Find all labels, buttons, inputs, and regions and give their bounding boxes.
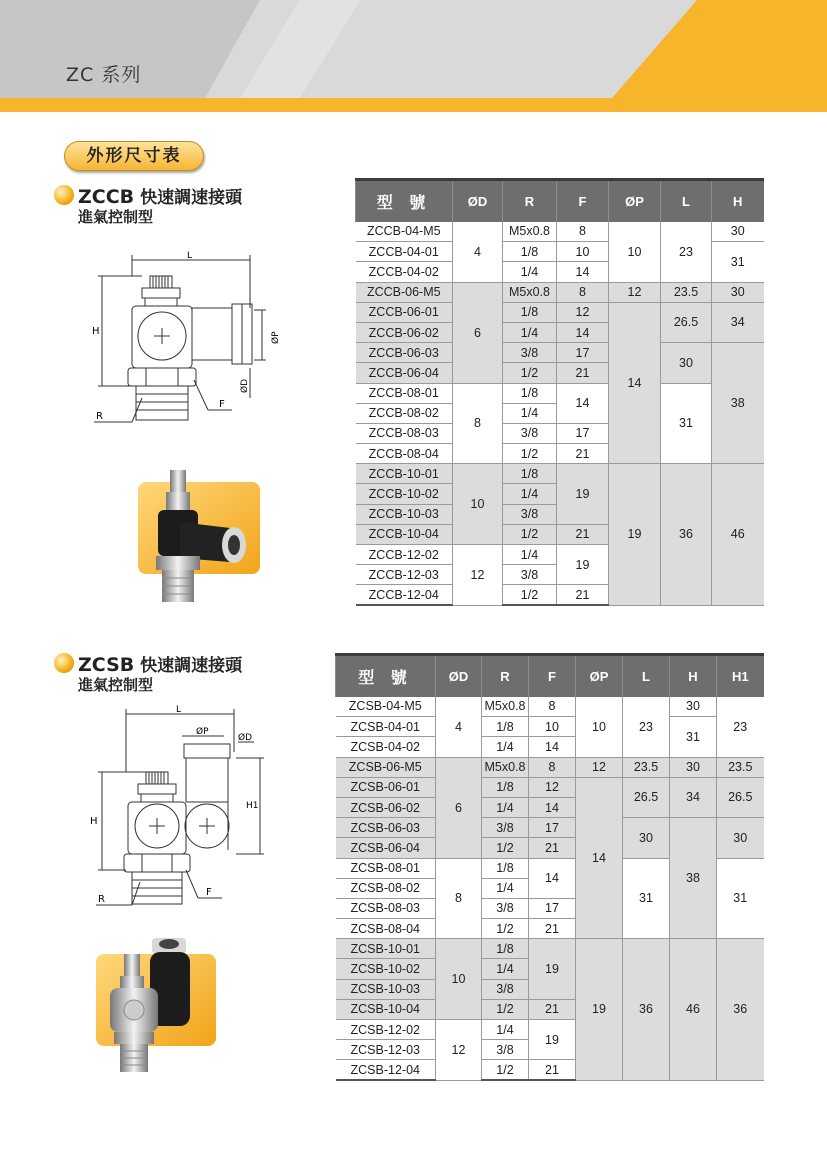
- cell-r: 3/8: [503, 343, 557, 363]
- cell-f: 21: [529, 838, 576, 858]
- zccb-product-photo: [136, 470, 264, 605]
- cell-f: 17: [557, 423, 609, 443]
- col-header-h1: H1: [717, 655, 764, 697]
- cell-h1: 31: [717, 858, 764, 939]
- cell-f: 21: [557, 444, 609, 464]
- cell-r: 1/2: [482, 1060, 529, 1080]
- cell-r: 1/4: [503, 484, 557, 504]
- cell-r: 3/8: [482, 979, 529, 999]
- cell-l: 23.5: [661, 282, 712, 302]
- table-header-row: [356, 180, 764, 222]
- cell-model: ZCSB-06-M5: [336, 757, 436, 777]
- cell-op: 12: [609, 282, 661, 302]
- zccb-dimension-drawing: [82, 248, 282, 433]
- cell-f: 8: [529, 697, 576, 717]
- cell-f: 21: [557, 524, 609, 544]
- cell-h1: 23: [717, 697, 764, 758]
- cell-model: ZCCB-10-02: [356, 484, 453, 504]
- cell-r: 1/4: [482, 1020, 529, 1040]
- cell-model: ZCCB-10-03: [356, 504, 453, 524]
- cell-model: ZCSB-06-03: [336, 818, 436, 838]
- col-header-l: L: [661, 180, 712, 222]
- cell-h: 30: [670, 757, 717, 777]
- col-header-r: R: [482, 655, 529, 697]
- cell-r: 1/4: [503, 403, 557, 423]
- cell-r: 1/8: [503, 302, 557, 322]
- cell-h: 46: [712, 464, 764, 605]
- table-row: [356, 282, 764, 302]
- cell-op: 10: [576, 697, 623, 758]
- dim-label-l: L: [187, 251, 193, 261]
- cell-op: 19: [576, 939, 623, 1080]
- cell-f: 21: [529, 999, 576, 1019]
- cell-f: 19: [557, 464, 609, 525]
- table-row: [356, 222, 764, 242]
- cell-l: 23.5: [623, 757, 670, 777]
- dim-label-f: F: [219, 399, 225, 410]
- dim-label-d: ØD: [238, 733, 253, 743]
- table-header-row: [336, 655, 764, 697]
- product-code: ZCSB: [78, 654, 135, 676]
- cell-h: 38: [712, 343, 764, 464]
- cell-r: 1/8: [482, 939, 529, 959]
- dim-label-h1: H1: [246, 801, 259, 811]
- cell-model: ZCSB-12-02: [336, 1020, 436, 1040]
- cell-h: 30: [712, 282, 764, 302]
- cell-model: ZCSB-08-03: [336, 898, 436, 918]
- cell-l: 31: [661, 383, 712, 464]
- cell-op: 19: [609, 464, 661, 605]
- bullet-icon: [54, 653, 74, 673]
- cell-model: ZCSB-04-01: [336, 717, 436, 737]
- table-row: [356, 383, 764, 403]
- cell-model: ZCSB-04-02: [336, 737, 436, 757]
- header-band: [0, 0, 827, 112]
- cell-od: 4: [453, 222, 503, 283]
- cell-f: 17: [557, 343, 609, 363]
- cell-op: 12: [576, 757, 623, 777]
- col-header-model: 型 號: [336, 655, 436, 697]
- cell-f: 8: [557, 222, 609, 242]
- cell-l: 30: [661, 343, 712, 383]
- col-header-l: L: [623, 655, 670, 697]
- cell-model: ZCSB-08-04: [336, 919, 436, 939]
- cell-model: ZCCB-06-M5: [356, 282, 453, 302]
- cell-h1: 30: [717, 818, 764, 858]
- cell-r: 1/4: [482, 959, 529, 979]
- col-header-f: F: [557, 180, 609, 222]
- cell-f: 19: [529, 939, 576, 1000]
- cell-l: 23: [661, 222, 712, 283]
- cell-f: 10: [557, 242, 609, 262]
- table-row: [356, 464, 764, 484]
- cell-od: 6: [453, 282, 503, 383]
- cell-model: ZCCB-12-04: [356, 585, 453, 605]
- col-header-op: ØP: [576, 655, 623, 697]
- cell-f: 10: [529, 717, 576, 737]
- cell-l: 36: [661, 464, 712, 605]
- cell-h: 38: [670, 818, 717, 939]
- cell-l: 36: [623, 939, 670, 1080]
- series-title: ZC 系列: [66, 64, 142, 86]
- cell-f: 12: [557, 302, 609, 322]
- cell-od: 10: [453, 464, 503, 545]
- dim-label-p: ØP: [196, 727, 209, 737]
- cell-model: ZCCB-06-01: [356, 302, 453, 322]
- product-name: 快速調速接頭: [140, 656, 243, 676]
- cell-h: 46: [670, 939, 717, 1080]
- cell-model: ZCCB-08-04: [356, 444, 453, 464]
- table-row: [336, 757, 764, 777]
- cell-model: ZCSB-04-M5: [336, 697, 436, 717]
- cell-model: ZCCB-08-01: [356, 383, 453, 403]
- cell-f: 14: [557, 383, 609, 423]
- cell-r: 1/4: [503, 322, 557, 342]
- dim-label-l: L: [176, 705, 182, 715]
- cell-r: 1/8: [503, 383, 557, 403]
- cell-r: 3/8: [503, 565, 557, 585]
- zcsb-product-photo: [94, 936, 220, 1074]
- product-title-zcsb: [78, 651, 242, 676]
- col-header-h: H: [712, 180, 764, 222]
- cell-l: 26.5: [661, 302, 712, 342]
- table-row: [356, 343, 764, 363]
- cell-f: 21: [529, 1060, 576, 1080]
- cell-f: 14: [529, 797, 576, 817]
- cell-l: 26.5: [623, 777, 670, 817]
- col-header-od: ØD: [436, 655, 482, 697]
- cell-r: 3/8: [482, 898, 529, 918]
- table-row: [336, 939, 764, 959]
- cell-model: ZCSB-06-04: [336, 838, 436, 858]
- cell-f: 21: [529, 919, 576, 939]
- cell-r: 3/8: [482, 818, 529, 838]
- cell-model: ZCSB-08-02: [336, 878, 436, 898]
- cell-od: 10: [436, 939, 482, 1020]
- cell-f: 12: [529, 777, 576, 797]
- zcsb-dimension-table: [335, 653, 764, 1081]
- cell-f: 21: [557, 585, 609, 605]
- cell-l: 31: [623, 858, 670, 939]
- cell-l: 23: [623, 697, 670, 758]
- cell-model: ZCSB-06-02: [336, 797, 436, 817]
- cell-op: 10: [609, 222, 661, 283]
- cell-od: 12: [453, 545, 503, 606]
- dim-label-r: R: [96, 411, 103, 422]
- cell-h: 30: [712, 222, 764, 242]
- cell-model: ZCCB-12-02: [356, 545, 453, 565]
- cell-h: 30: [670, 697, 717, 717]
- cell-r: 1/2: [503, 585, 557, 605]
- table-row: [336, 818, 764, 838]
- cell-r: 1/2: [482, 838, 529, 858]
- dim-label-f: F: [206, 887, 212, 898]
- cell-model: ZCSB-10-04: [336, 999, 436, 1019]
- cell-r: 1/2: [503, 524, 557, 544]
- cell-r: 1/8: [503, 242, 557, 262]
- cell-r: 1/4: [503, 262, 557, 282]
- dim-label-h: H: [90, 816, 98, 827]
- product-subtitle: 進氣控制型: [78, 208, 154, 226]
- cell-od: 6: [436, 757, 482, 858]
- dimension-table-badge: 外形尺寸表: [64, 141, 204, 171]
- dim-label-p: ØP: [271, 331, 281, 344]
- cell-r: M5x0.8: [503, 222, 557, 242]
- product-code: ZCCB: [78, 186, 135, 208]
- cell-r: 1/8: [482, 717, 529, 737]
- bullet-icon: [54, 185, 74, 205]
- table-row: [336, 777, 764, 797]
- cell-f: 14: [557, 322, 609, 342]
- cell-r: 3/8: [503, 423, 557, 443]
- cell-f: 14: [557, 262, 609, 282]
- cell-model: ZCCB-04-01: [356, 242, 453, 262]
- cell-op: 14: [576, 777, 623, 939]
- table-row: [336, 697, 764, 717]
- product-subtitle: 進氣控制型: [78, 676, 154, 694]
- col-header-f: F: [529, 655, 576, 697]
- cell-h: 31: [670, 717, 717, 757]
- cell-model: ZCCB-06-03: [356, 343, 453, 363]
- cell-l: 30: [623, 818, 670, 858]
- cell-od: 4: [436, 697, 482, 758]
- col-header-r: R: [503, 180, 557, 222]
- cell-model: ZCCB-10-04: [356, 524, 453, 544]
- cell-r: M5x0.8: [482, 697, 529, 717]
- cell-h: 34: [712, 302, 764, 342]
- cell-r: 1/4: [482, 878, 529, 898]
- col-header-h: H: [670, 655, 717, 697]
- cell-f: 19: [529, 1020, 576, 1060]
- cell-h: 34: [670, 777, 717, 817]
- cell-model: ZCCB-08-03: [356, 423, 453, 443]
- cell-h1: 36: [717, 939, 764, 1080]
- cell-f: 17: [529, 898, 576, 918]
- col-header-model: 型 號: [356, 180, 453, 222]
- product-name: 快速調速接頭: [140, 188, 243, 208]
- cell-r: 1/4: [482, 797, 529, 817]
- dim-label-r: R: [98, 894, 105, 905]
- cell-f: 8: [529, 757, 576, 777]
- cell-r: 3/8: [503, 504, 557, 524]
- cell-r: M5x0.8: [503, 282, 557, 302]
- cell-f: 21: [557, 363, 609, 383]
- cell-r: 1/8: [503, 464, 557, 484]
- cell-h1: 26.5: [717, 777, 764, 817]
- cell-r: 1/2: [482, 919, 529, 939]
- cell-od: 8: [436, 858, 482, 939]
- cell-model: ZCSB-10-02: [336, 959, 436, 979]
- cell-r: 1/2: [503, 363, 557, 383]
- cell-model: ZCCB-04-M5: [356, 222, 453, 242]
- cell-op: 14: [609, 302, 661, 464]
- cell-r: 1/2: [503, 444, 557, 464]
- cell-f: 17: [529, 818, 576, 838]
- table-row: [356, 302, 764, 322]
- cell-od: 8: [453, 383, 503, 464]
- cell-f: 19: [557, 545, 609, 585]
- cell-model: ZCCB-10-01: [356, 464, 453, 484]
- product-title-zccb: [78, 183, 242, 208]
- cell-model: ZCCB-08-02: [356, 403, 453, 423]
- cell-r: 1/8: [482, 777, 529, 797]
- dim-label-d: ØD: [240, 378, 250, 393]
- cell-model: ZCCB-06-02: [356, 322, 453, 342]
- cell-r: M5x0.8: [482, 757, 529, 777]
- cell-model: ZCSB-06-01: [336, 777, 436, 797]
- zccb-dimension-table: [355, 178, 764, 606]
- cell-model: ZCSB-12-04: [336, 1060, 436, 1080]
- cell-model: ZCCB-12-03: [356, 565, 453, 585]
- cell-model: ZCSB-12-03: [336, 1040, 436, 1060]
- cell-model: ZCSB-08-01: [336, 858, 436, 878]
- col-header-od: ØD: [453, 180, 503, 222]
- cell-r: 3/8: [482, 1040, 529, 1060]
- cell-f: 8: [557, 282, 609, 302]
- cell-h1: 23.5: [717, 757, 764, 777]
- cell-model: ZCCB-06-04: [356, 363, 453, 383]
- cell-od: 12: [436, 1020, 482, 1081]
- dim-label-h: H: [92, 326, 100, 337]
- cell-r: 1/2: [482, 999, 529, 1019]
- col-header-op: ØP: [609, 180, 661, 222]
- cell-r: 1/8: [482, 858, 529, 878]
- cell-f: 14: [529, 858, 576, 898]
- zcsb-dimension-drawing: [86, 702, 276, 912]
- table-row: [336, 717, 764, 737]
- cell-model: ZCCB-04-02: [356, 262, 453, 282]
- cell-model: ZCSB-10-03: [336, 979, 436, 999]
- cell-model: ZCSB-10-01: [336, 939, 436, 959]
- cell-h: 31: [712, 242, 764, 282]
- cell-r: 1/4: [482, 737, 529, 757]
- cell-f: 14: [529, 737, 576, 757]
- cell-r: 1/4: [503, 545, 557, 565]
